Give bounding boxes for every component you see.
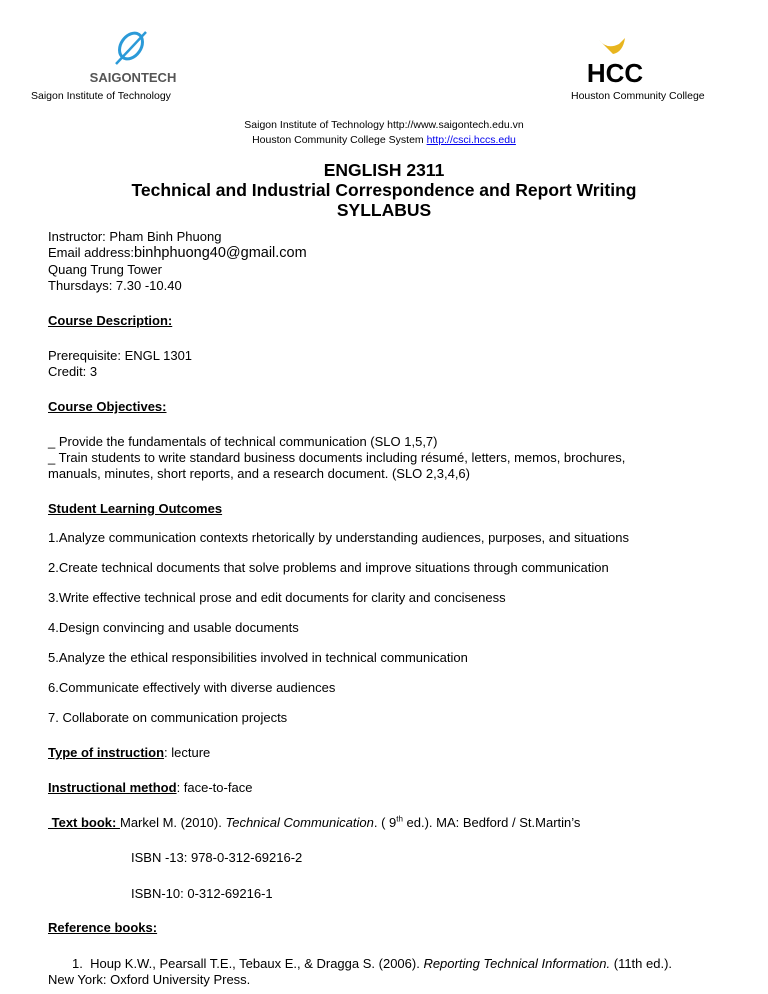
objective-line: manuals, minutes, short reports, and a research document. (SLO 2,3,4,6)	[48, 466, 470, 481]
email-label: Email address:	[48, 245, 134, 260]
credit: Credit: 3	[48, 364, 98, 379]
textbook-label: Text book:	[48, 815, 120, 830]
class-time: Thursdays: 7.30 -10.40	[48, 278, 182, 293]
outcome-item: 3.Write effective technical prose and edit documents for clarity and conciseness	[48, 590, 506, 605]
document-title: SYLLABUS	[336, 200, 432, 220]
reference-authors: Houp K.W., Pearsall T.E., Tebaux E., & Dragga S. (2006).	[90, 956, 424, 971]
reference-title: Reporting Technical Information.	[423, 956, 611, 971]
outcome-item: 4.Design convincing and usable documents	[48, 620, 299, 635]
textbook-edition-post: ed.). MA: Bedford / St.Martin’s	[402, 815, 581, 830]
reference-publisher: New York: Oxford University Press.	[48, 972, 251, 987]
reference-item-1	[72, 956, 672, 972]
instructor-email-line	[48, 245, 307, 261]
instructor-name: Instructor: Pham Binh Phuong	[48, 229, 222, 244]
outcome-item: 7. Collaborate on communication projects	[48, 710, 288, 725]
textbook-line	[48, 815, 580, 831]
header-line-2-text: Houston Community College System	[252, 134, 427, 146]
textbook-author: Markel M. (2010).	[119, 815, 226, 830]
outcome-item: 5.Analyze the ethical responsibilities involved in technical communication	[48, 650, 468, 665]
outcome-item: 6.Communicate effectively with diverse audiences	[48, 680, 336, 695]
reference-number: 1.	[72, 956, 83, 971]
course-code: ENGLISH 2311	[323, 160, 445, 180]
course-objectives-heading: Course Objectives:	[48, 399, 167, 414]
objective-line: _ Provide the fundamentals of technical communication (SLO 1,5,7)	[48, 434, 438, 449]
outcome-item: 1.Analyze communication contexts rhetorically by understanding audiences, purposes, and situations	[48, 530, 630, 545]
objective-line: _ Train students to write standard business documents including résumé, letters, memos, brochures,	[48, 450, 626, 465]
instruction-method	[48, 780, 252, 796]
location: Quang Trung Tower	[48, 262, 162, 277]
saigontech-caption: Saigon Institute of Technology	[31, 90, 171, 102]
textbook-edition-pre: . ( 9	[373, 815, 397, 830]
header-line-1: Saigon Institute of Technology http://www.saigontech.edu.vn	[244, 119, 524, 131]
hccs-link[interactable]: http://csci.hccs.edu	[426, 134, 516, 146]
reference-books-heading: Reference books:	[48, 920, 158, 935]
course-description-heading: Course Description:	[48, 313, 173, 328]
header-line-2	[0, 134, 768, 147]
instruction-method-label: Instructional method	[48, 780, 177, 795]
textbook-edition-sup: th	[396, 814, 403, 824]
textbook-title: Technical Communication	[225, 815, 374, 830]
course-name: Technical and Industrial Correspondence and Report Writing	[131, 180, 637, 200]
instruction-type	[48, 745, 210, 761]
learning-outcomes-heading: Student Learning Outcomes	[48, 501, 223, 516]
instruction-type-label: Type of instruction	[48, 745, 165, 760]
instruction-type-value: : lecture	[164, 745, 211, 760]
prerequisite: Prerequisite: ENGL 1301	[48, 348, 193, 363]
outcome-item: 2.Create technical documents that solve problems and improve situations through communication	[48, 560, 609, 575]
isbn-10: ISBN-10: 0-312-69216-1	[131, 886, 273, 901]
reference-edition: (11th ed.).	[610, 956, 673, 971]
instruction-method-value: : face-to-face	[176, 780, 253, 795]
isbn-13: ISBN -13: 978-0-312-69216-2	[131, 850, 303, 865]
svg-text:HCC: HCC	[586, 58, 644, 86]
email-value: binhphuong40@gmail.com	[133, 245, 307, 261]
hcc-caption: Houston Community College	[571, 90, 705, 102]
saigontech-logo	[88, 28, 178, 86]
hcc-logo	[585, 36, 645, 86]
svg-text:SAIGONTECH: SAIGONTECH	[89, 70, 177, 85]
